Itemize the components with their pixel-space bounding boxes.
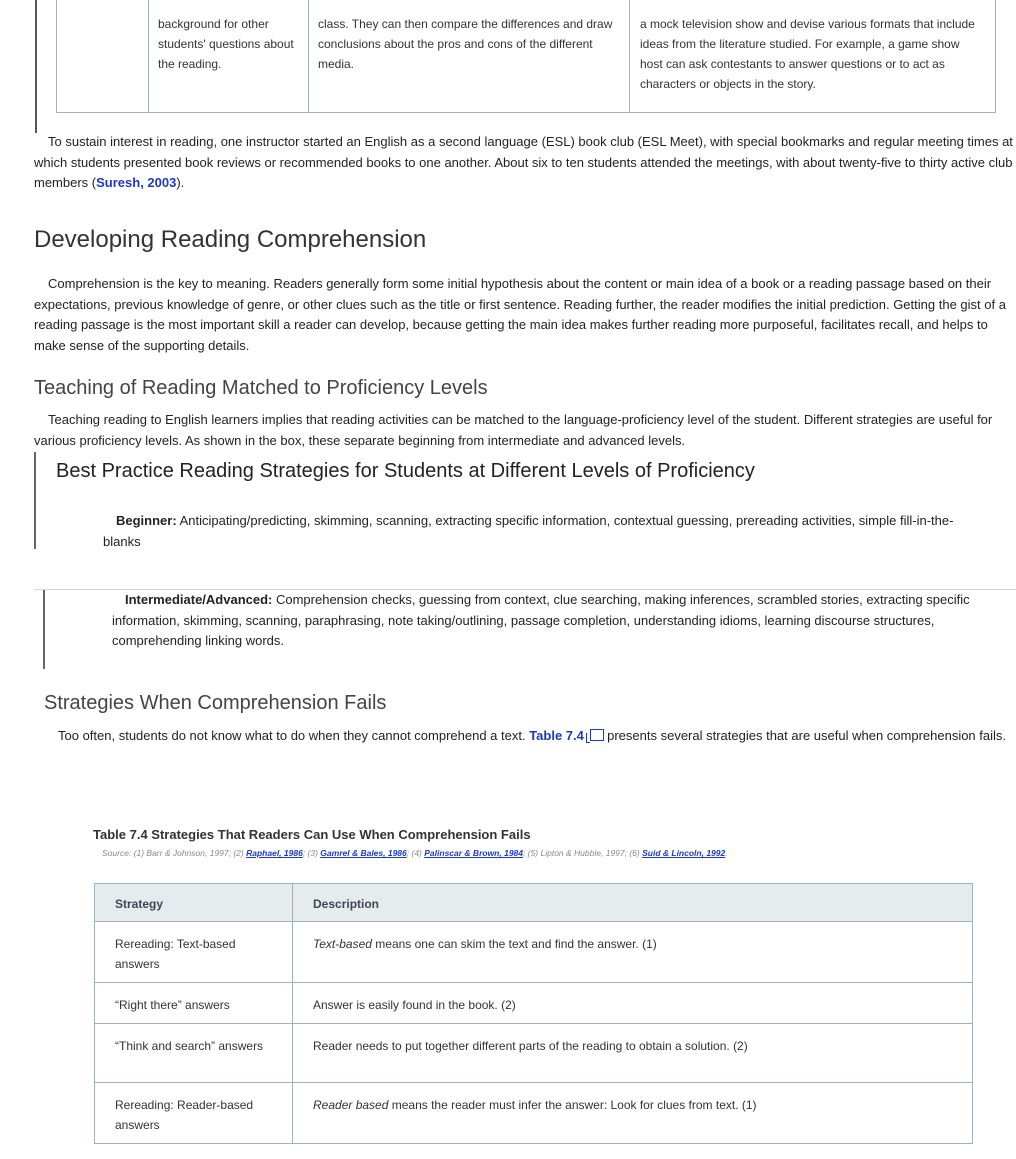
open-table-icon — [590, 729, 604, 741]
description-cell: Text-based means one can skim the text and find the answer. (1) — [293, 922, 973, 983]
table-cell: class. They can then compare the differences and draw conclusions about the pros and cons of the different media. — [318, 17, 613, 71]
table-row — [95, 1024, 973, 1083]
table-cell: background for other students' questions about the reading. — [158, 17, 294, 71]
table-row — [95, 983, 973, 1024]
table-7-4-link[interactable]: Table 7.4 — [529, 728, 603, 743]
strategies-table — [94, 883, 973, 1144]
description-cell: Reader based means the reader must infer the answer: Look for clues from text. (1) — [293, 1083, 973, 1144]
section-heading: Developing Reading Comprehension — [34, 226, 427, 253]
table-header-row — [95, 884, 973, 922]
source-link[interactable]: Raphael, 1986 — [246, 848, 303, 858]
box-bar — [34, 452, 36, 549]
table-source: Source: (1) Barr & Johnson, 1997; (2) Raphael, 1986; (3) Gamrel & Bales, 1986; (4) Palinscar & Brown, 1984; (5) Lipton & Hubble, 1997; (6) Suid & Lincoln, 1992. — [102, 848, 728, 858]
table-divider — [308, 0, 309, 112]
beginner-strategies: Beginner: Anticipating/predicting, skimming, scanning, extracting specific information, contextual guessing, prereading activities, simple fill-in-the-blanks — [103, 513, 954, 549]
table-caption: Table 7.4 Strategies That Readers Can Use When Comprehension Fails — [93, 827, 531, 842]
quote-bar — [35, 0, 37, 133]
intermediate-strategies: Intermediate/Advanced: Comprehension checks, guessing from context, clue searching, making inferences, scrambled stories, extracting specific information, skimming, scanning, paraphrasing, note taking/outlining, passage completion, understanding idioms, learning discourse structures, comprehending linking words. — [112, 592, 970, 648]
proficiency-paragraph: Teaching reading to English learners implies that reading activities can be matched to the language-proficiency level of the student. Different strategies are useful for various proficiency levels. As shown in the box, these separate beginning from intermediate and advanced levels. — [34, 412, 993, 448]
table-row — [95, 1083, 973, 1144]
table-divider — [148, 0, 149, 112]
strategy-cell: Rereading: Text-based answers — [95, 922, 293, 983]
table-row — [95, 922, 973, 983]
activities-table-fragment — [56, 0, 996, 113]
strategy-cell: “Right there” answers — [95, 983, 293, 1024]
subsection-heading: Teaching of Reading Matched to Proficiency Levels — [34, 377, 488, 399]
table-divider — [629, 0, 630, 112]
source-link[interactable]: Gamrel & Bales, 1986 — [320, 848, 407, 858]
comprehension-paragraph: Comprehension is the key to meaning. Readers generally form some initial hypothesis about the content or main idea of a book or a reading passage based on their expectations, previous knowledge of genre, or other clues such as the title or first sentence. Reading further, the reader modifies the initial prediction. Getting the gist of a reading passage is the most important skill a reader can develop, because getting the main idea makes further reading more purposeful, facilitates recall, and helps to make sense of the supporting details. — [34, 276, 1006, 353]
esl-paragraph: To sustain interest in reading, one instructor started an English as a second language (ESL) book club (ESL Meet), with special bookmarks and regular meeting times at which students presented book reviews or recommended books to one another. About six to ten students attended the meetings, with about twenty-five to thirty active club members (Suresh, 2003). — [34, 134, 1013, 190]
strategy-cell: “Think and search” answers — [95, 1024, 293, 1083]
fails-paragraph: Too often, students do not know what to do when they cannot comprehend a text. Table 7.4 presents several strategies that are useful when comprehension fails. — [58, 728, 1007, 743]
table-cell: a mock television show and devise various formats that include ideas from the literature studied. For example, a game show host can ask contestants to answer questions or to act as characters or objects in the story. — [640, 17, 975, 91]
column-header: Strategy — [95, 884, 293, 922]
box-bar — [43, 590, 45, 669]
column-header: Description — [293, 884, 973, 922]
source-link[interactable]: Palinscar & Brown, 1984 — [424, 848, 524, 858]
strategy-cell: Rereading: Reader-based answers — [95, 1083, 293, 1144]
citation-link[interactable]: Suresh, 2003 — [96, 175, 177, 190]
description-cell: Reader needs to put together different parts of the reading to obtain a solution. (2) — [293, 1024, 973, 1083]
source-link[interactable]: Suid & Lincoln, 1992 — [642, 848, 726, 858]
description-cell: Answer is easily found in the book. (2) — [293, 983, 973, 1024]
box-title: Best Practice Reading Strategies for Students at Different Levels of Proficiency — [56, 460, 755, 482]
subsection-heading: Strategies When Comprehension Fails — [44, 692, 387, 714]
